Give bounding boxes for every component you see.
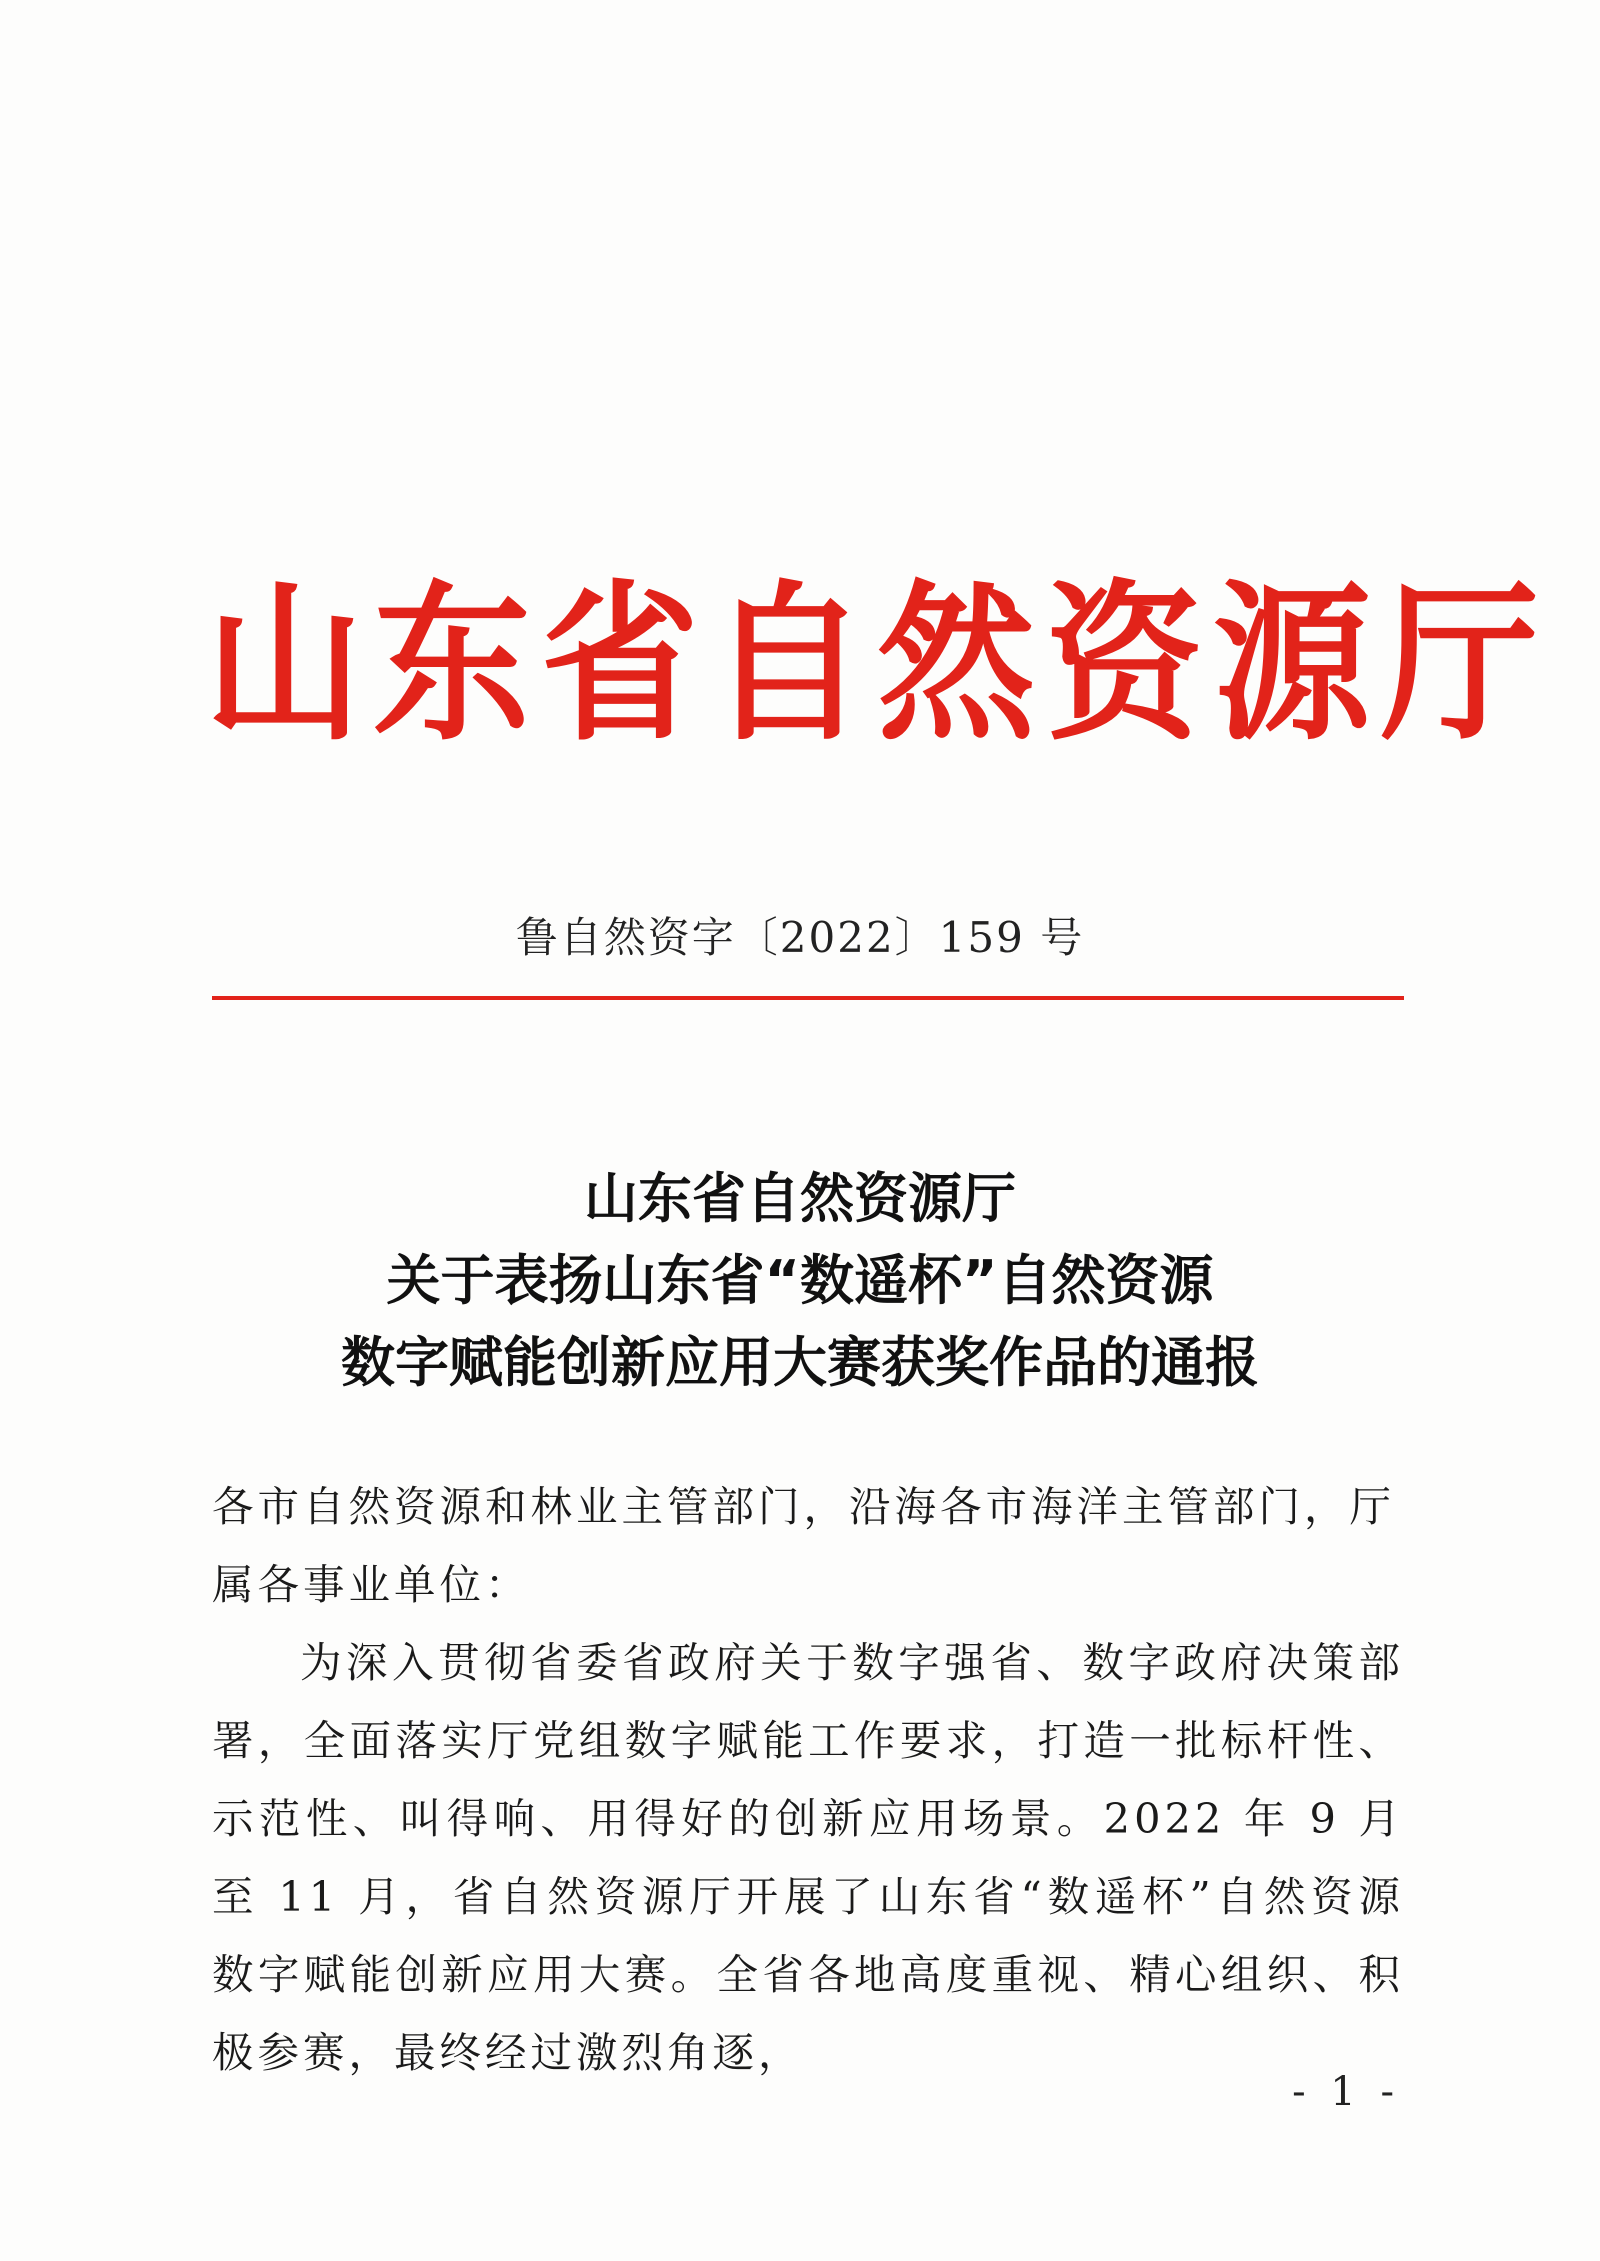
notice-body (212, 1468, 1404, 2092)
body-paragraph-1: 为深入贯彻省委省政府关于数字强省、数字政府决策部署，全面落实厅党组数字赋能工作要求，打造一批标杆性、示范性、叫得响、用得好的创新应用场景。2022 年 9 月至 11 月，省自然资源厅开展了山东省“数遥杯”自然资源数字赋能创新应用大赛。全省各地高度重视、精心组织、积极参赛，最终经过激烈角逐， (212, 1638, 1404, 2077)
title-line-2: 关于表扬山东省“数遥杯”自然资源 (386, 1249, 1214, 1312)
document-number: 鲁自然资字〔2022〕159 号 (515, 913, 1085, 962)
red-masthead: 山东省自然资源厅 (205, 564, 1549, 765)
title-line-3: 数字赋能创新应用大赛获奖作品的通报 (341, 1331, 1259, 1394)
recipients-line: 各市自然资源和林业主管部门，沿海各市海洋主管部门，厅属各事业单位： (212, 1482, 1396, 1609)
page-number: - 1 - (1292, 2069, 1400, 2115)
notice-title (0, 1158, 1600, 1404)
red-divider-line (212, 996, 1404, 1000)
title-line-1: 山东省自然资源厅 (584, 1167, 1016, 1230)
